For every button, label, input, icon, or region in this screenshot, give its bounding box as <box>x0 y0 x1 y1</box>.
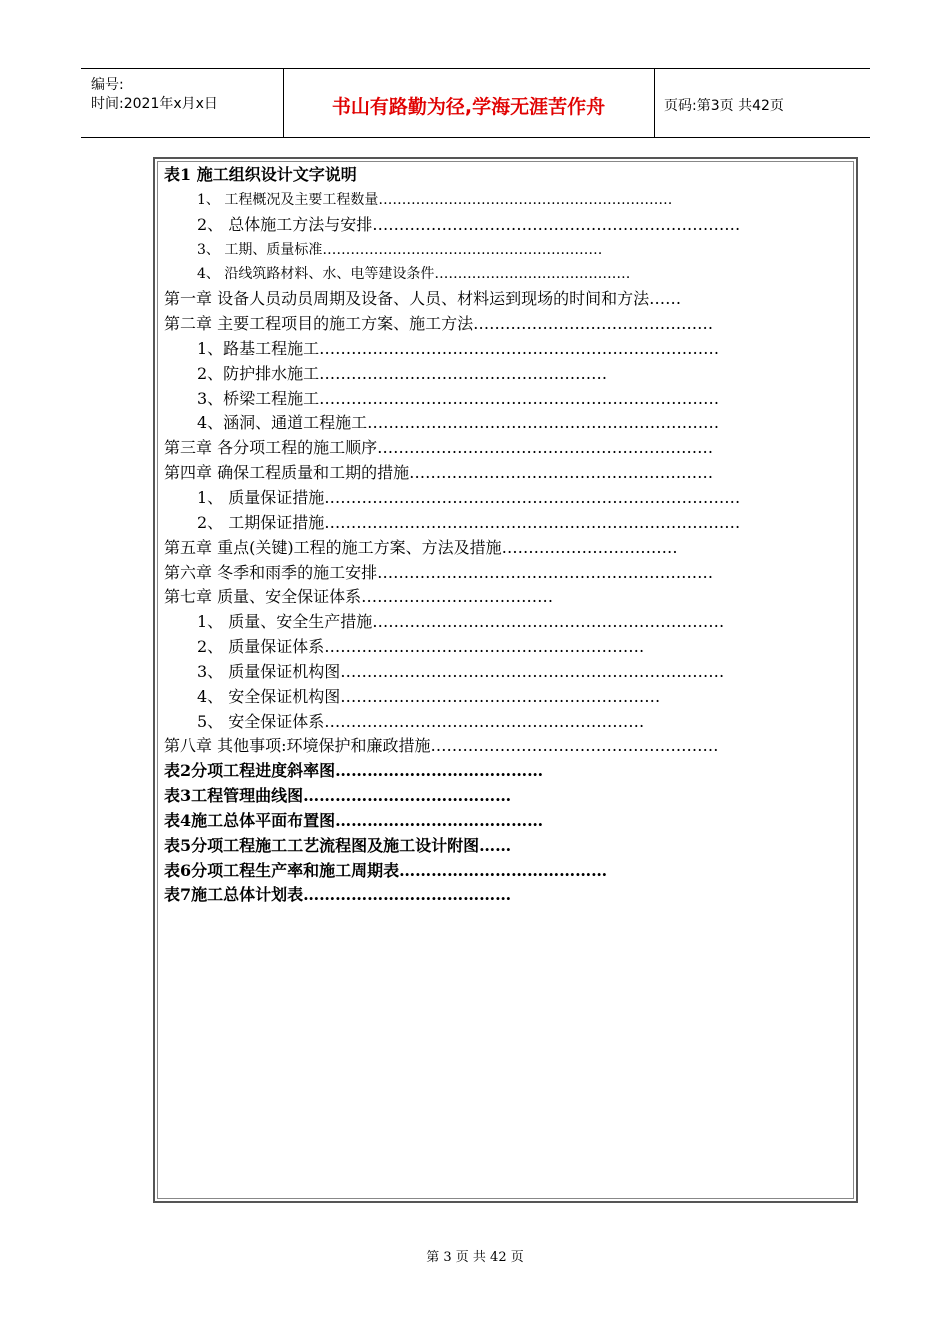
toc-item: 2、 质量保证体系…………………………………………………… <box>197 637 645 657</box>
toc-item: 2、 工期保证措施…………………………………………………………………… <box>197 512 741 532</box>
toc-item: 4、涵洞、通道工程施工………………………………………………………… <box>197 413 720 433</box>
toc-table-entry: 表4施工总体平面布置图………………………………… <box>164 810 544 830</box>
toc-item: 2、防护排水施工……………………………………………… <box>197 363 608 383</box>
toc-item: 3、 质量保证机构图……………………………………………………………… <box>197 661 725 681</box>
toc-chapter: 第七章 质量、安全保证体系……………………………… <box>164 587 554 607</box>
time-label: 时间:2021年x月x日 <box>91 96 218 112</box>
toc-item: 4、 安全保证机构图…………………………………………………… <box>197 686 661 706</box>
toc-item: 1、路基工程施工………………………………………………………………… <box>197 338 720 358</box>
page-header <box>81 68 870 138</box>
toc-chapter: 第三章 各分项工程的施工顺序……………………………………………………… <box>164 438 714 458</box>
toc-chapter: 第六章 冬季和雨季的施工安排……………………………………………………… <box>164 562 714 582</box>
table-of-contents <box>164 163 854 908</box>
toc-table-entry: 表6分项工程生产率和施工周期表………………………………… <box>164 860 608 880</box>
page-code: 页码:第3页 共42页 <box>664 98 784 114</box>
motto-text: 书山有路勤为径,学海无涯苦作舟 <box>331 96 606 118</box>
code-label: 编号: <box>91 77 124 93</box>
toc-table-entry: 表2分项工程进度斜率图………………………………… <box>164 761 544 781</box>
toc-chapter: 第八章 其他事项:环境保护和廉政措施……………………………………………… <box>164 736 719 756</box>
toc-item: 1、 质量、安全生产措施………………………………………………………… <box>197 612 725 632</box>
toc-item: 3、桥梁工程施工………………………………………………………………… <box>197 388 720 408</box>
toc-table-entry: 表7施工总体计划表………………………………… <box>164 885 512 905</box>
toc-table-entry: 表5分项工程施工工艺流程图及施工设计附图…… <box>164 835 512 855</box>
toc-chapter: 第四章 确保工程质量和工期的措施………………………………………………… <box>164 463 714 483</box>
toc-table-entry: 表3工程管理曲线图………………………………… <box>164 786 512 806</box>
toc-box <box>153 157 858 1203</box>
toc-title: 表1 施工组织设计文字说明 <box>164 165 357 184</box>
toc-item: 3、 工期、质量标准…………………………………………………… <box>197 241 603 258</box>
toc-item: 5、 安全保证体系…………………………………………………… <box>197 711 645 731</box>
header-right-cell <box>654 69 870 137</box>
toc-item: 1、 工程概况及主要工程数量……………………………………………………… <box>197 191 673 208</box>
toc-item: 1、 质量保证措施…………………………………………………………………… <box>197 487 741 507</box>
page-footer: 第 3 页 共 42 页 <box>426 1250 524 1265</box>
toc-chapter: 第一章 设备人员动员周期及设备、人员、材料运到现场的时间和方法…… <box>164 289 682 309</box>
toc-item: 4、 沿线筑路材料、水、电等建设条件…………………………………… <box>197 266 631 283</box>
header-left-cell <box>81 69 284 137</box>
toc-chapter: 第二章 主要工程项目的施工方案、施工方法……………………………………… <box>164 314 714 334</box>
toc-chapter: 第五章 重点(关键)工程的施工方案、方法及措施…………………………… <box>164 537 678 557</box>
toc-item: 2、 总体施工方法与安排…………………………………………………………… <box>197 214 741 234</box>
header-middle-cell <box>283 69 655 137</box>
